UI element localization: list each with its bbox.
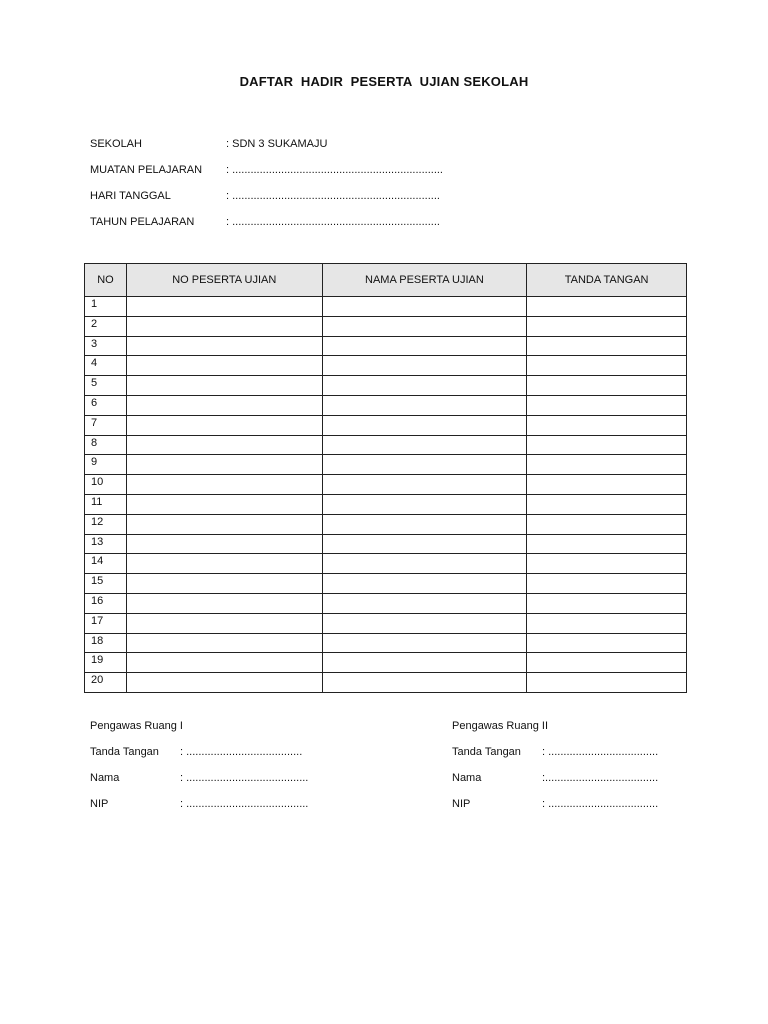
row-number-cell: 6	[85, 395, 127, 415]
attendance-table-body	[85, 297, 687, 693]
field-value: : ....................................	[542, 746, 659, 758]
participant-number-cell[interactable]	[126, 435, 322, 455]
info-value: : .....................................................................	[226, 164, 443, 176]
info-row-academic-year	[90, 209, 690, 235]
participant-name-cell[interactable]	[322, 435, 527, 455]
participant-number-cell[interactable]	[126, 297, 322, 317]
row-number-cell: 5	[85, 376, 127, 396]
participant-name-cell[interactable]	[322, 554, 527, 574]
participant-number-cell[interactable]	[126, 574, 322, 594]
name-field-row	[90, 765, 420, 791]
info-row-school	[90, 131, 690, 157]
supervisor-1-block	[90, 713, 420, 817]
participant-name-cell[interactable]	[322, 475, 527, 495]
participant-number-cell[interactable]	[126, 593, 322, 613]
table-row	[85, 376, 687, 396]
participant-name-cell[interactable]	[322, 613, 527, 633]
participant-number-cell[interactable]	[126, 475, 322, 495]
row-number-cell: 10	[85, 475, 127, 495]
field-value: : ........................................	[180, 798, 309, 810]
participant-name-cell[interactable]	[322, 574, 527, 594]
nip-field-row	[452, 791, 712, 817]
supervisor-signature-section	[90, 713, 690, 823]
signature-cell[interactable]	[527, 673, 687, 693]
table-row	[85, 593, 687, 613]
table-row	[85, 673, 687, 693]
supervisor-title: Pengawas Ruang I	[90, 720, 183, 732]
participant-number-cell[interactable]	[126, 613, 322, 633]
participant-number-cell[interactable]	[126, 494, 322, 514]
header-participant-number: NO PESERTA UJIAN	[126, 264, 322, 297]
table-row	[85, 455, 687, 475]
row-number-cell: 16	[85, 593, 127, 613]
table-row	[85, 356, 687, 376]
info-row-subject	[90, 157, 690, 183]
row-number-cell: 17	[85, 613, 127, 633]
field-label: Tanda Tangan	[452, 746, 521, 758]
participant-name-cell[interactable]	[322, 514, 527, 534]
participant-name-cell[interactable]	[322, 336, 527, 356]
supervisor-title: Pengawas Ruang II	[452, 720, 549, 732]
info-value: : SDN 3 SUKAMAJU	[226, 138, 328, 150]
participant-number-cell[interactable]	[126, 673, 322, 693]
row-number-cell: 15	[85, 574, 127, 594]
table-row	[85, 574, 687, 594]
table-row	[85, 336, 687, 356]
info-label: HARI TANGGAL	[90, 190, 171, 202]
field-value: : ........................................	[180, 772, 309, 784]
signature-cell[interactable]	[527, 554, 687, 574]
table-row	[85, 653, 687, 673]
table-row	[85, 316, 687, 336]
table-row	[85, 395, 687, 415]
signature-cell[interactable]	[527, 356, 687, 376]
signature-cell[interactable]	[527, 475, 687, 495]
header-participant-name: NAMA PESERTA UJIAN	[322, 264, 527, 297]
participant-number-cell[interactable]	[126, 336, 322, 356]
table-row	[85, 435, 687, 455]
table-row	[85, 475, 687, 495]
participant-number-cell[interactable]	[126, 514, 322, 534]
participant-number-cell[interactable]	[126, 356, 322, 376]
row-number-cell: 7	[85, 415, 127, 435]
participant-name-cell[interactable]	[322, 494, 527, 514]
table-row	[85, 534, 687, 554]
info-label: MUATAN PELAJARAN	[90, 164, 203, 176]
signature-cell[interactable]	[527, 297, 687, 317]
table-row	[85, 494, 687, 514]
participant-name-cell[interactable]	[322, 415, 527, 435]
header-no: NO	[85, 264, 127, 297]
row-number-cell: 3	[85, 336, 127, 356]
signature-cell[interactable]	[527, 435, 687, 455]
signature-cell[interactable]	[527, 395, 687, 415]
row-number-cell: 8	[85, 435, 127, 455]
participant-name-cell[interactable]	[322, 673, 527, 693]
signature-cell[interactable]	[527, 316, 687, 336]
participant-number-cell[interactable]	[126, 316, 322, 336]
field-label: Tanda Tangan	[90, 746, 159, 758]
signature-cell[interactable]	[527, 574, 687, 594]
signature-cell[interactable]	[527, 514, 687, 534]
row-number-cell: 13	[85, 534, 127, 554]
signature-cell[interactable]	[527, 593, 687, 613]
participant-name-cell[interactable]	[322, 633, 527, 653]
participant-number-cell[interactable]	[126, 653, 322, 673]
signature-cell[interactable]	[527, 534, 687, 554]
table-row	[85, 297, 687, 317]
participant-name-cell[interactable]	[322, 297, 527, 317]
row-number-cell: 2	[85, 316, 127, 336]
field-label: NIP	[90, 798, 109, 810]
row-number-cell: 14	[85, 554, 127, 574]
row-number-cell: 19	[85, 653, 127, 673]
signature-cell[interactable]	[527, 633, 687, 653]
participant-name-cell[interactable]	[322, 534, 527, 554]
participant-number-cell[interactable]	[126, 455, 322, 475]
row-number-cell: 18	[85, 633, 127, 653]
signature-cell[interactable]	[527, 376, 687, 396]
row-number-cell: 9	[85, 455, 127, 475]
table-row	[85, 613, 687, 633]
row-number-cell: 4	[85, 356, 127, 376]
participant-number-cell[interactable]	[126, 395, 322, 415]
attendance-table	[84, 263, 687, 693]
row-number-cell: 11	[85, 494, 127, 514]
participant-number-cell[interactable]	[126, 376, 322, 396]
signature-field-row	[452, 739, 712, 765]
row-number-cell: 12	[85, 514, 127, 534]
info-row-date	[90, 183, 690, 209]
info-label: TAHUN PELAJARAN	[90, 216, 195, 228]
table-row	[85, 514, 687, 534]
participant-number-cell[interactable]	[126, 534, 322, 554]
participant-name-cell[interactable]	[322, 316, 527, 336]
signature-cell[interactable]	[527, 415, 687, 435]
table-row	[85, 554, 687, 574]
participant-name-cell[interactable]	[322, 376, 527, 396]
field-label: Nama	[90, 772, 120, 784]
field-value: : ......................................	[180, 746, 303, 758]
field-label: Nama	[452, 772, 482, 784]
table-header-row	[85, 264, 687, 297]
participant-number-cell[interactable]	[126, 554, 322, 574]
participant-name-cell[interactable]	[322, 455, 527, 475]
signature-cell[interactable]	[527, 613, 687, 633]
page-title: DAFTAR HADIR PESERTA UJIAN SEKOLAH	[239, 74, 529, 89]
exam-info-section	[90, 131, 690, 235]
table-row	[85, 415, 687, 435]
nip-field-row	[90, 791, 420, 817]
participant-name-cell[interactable]	[322, 593, 527, 613]
participant-number-cell[interactable]	[126, 633, 322, 653]
info-value: : ....................................................................	[226, 216, 440, 228]
participant-number-cell[interactable]	[126, 415, 322, 435]
signature-field-row	[90, 739, 420, 765]
signature-cell[interactable]	[527, 653, 687, 673]
signature-cell[interactable]	[527, 336, 687, 356]
field-label: NIP	[452, 798, 471, 810]
participant-name-cell[interactable]	[322, 356, 527, 376]
header-signature: TANDA TANGAN	[527, 264, 687, 297]
info-label: SEKOLAH	[90, 138, 142, 150]
table-row	[85, 633, 687, 653]
row-number-cell: 20	[85, 673, 127, 693]
field-value: :.....................................	[542, 772, 659, 784]
info-value: : ....................................................................	[226, 190, 440, 202]
participant-name-cell[interactable]	[322, 653, 527, 673]
name-field-row	[452, 765, 712, 791]
field-value: : ....................................	[542, 798, 659, 810]
row-number-cell: 1	[85, 297, 127, 317]
signature-cell[interactable]	[527, 494, 687, 514]
participant-name-cell[interactable]	[322, 395, 527, 415]
supervisor-2-block	[452, 713, 712, 817]
signature-cell[interactable]	[527, 455, 687, 475]
